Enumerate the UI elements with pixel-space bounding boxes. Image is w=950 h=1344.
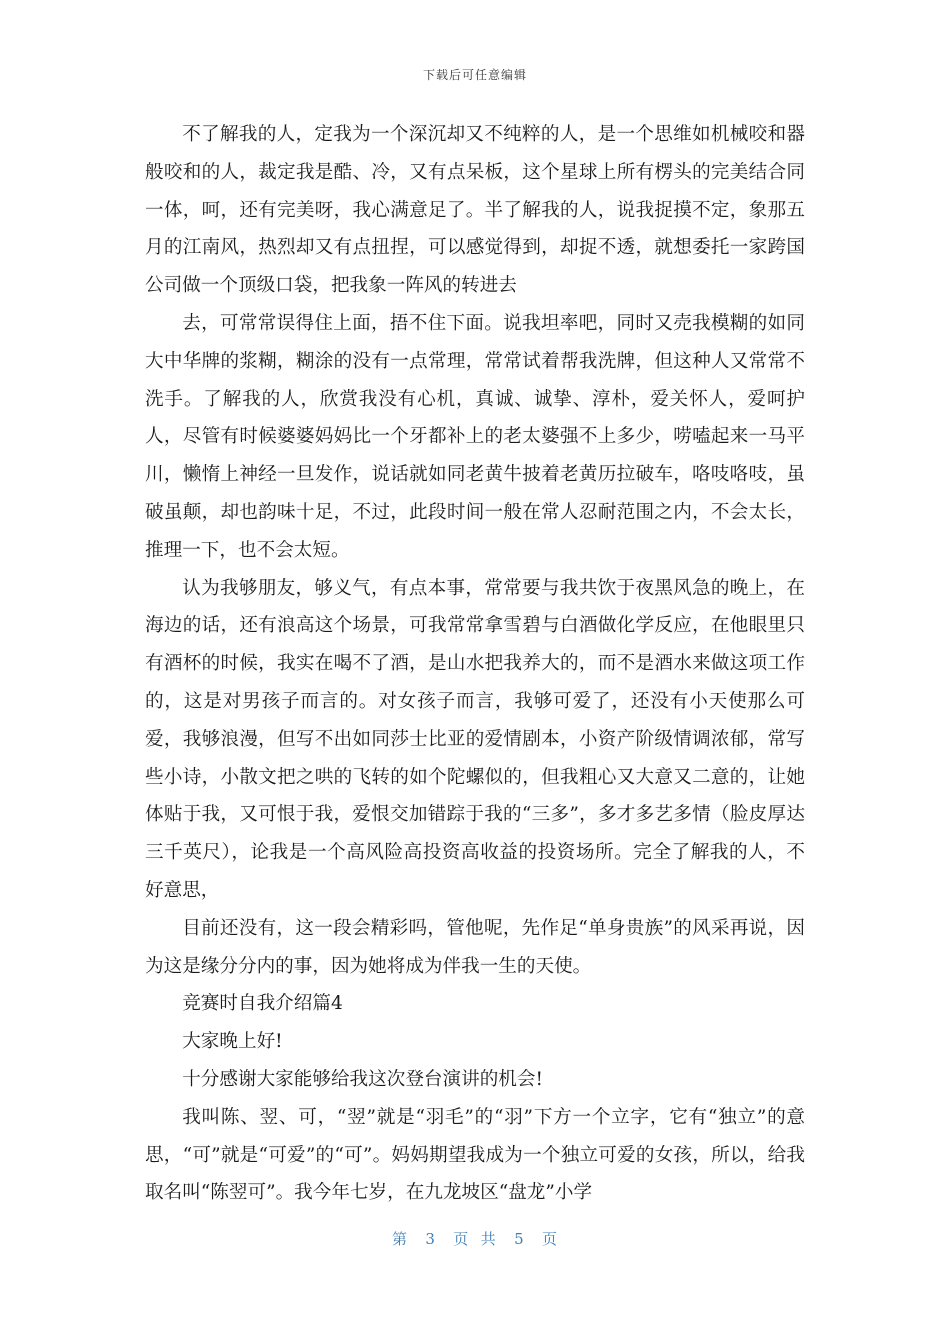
paragraph: 认为我够朋友，够义气，有点本事，常常要与我共饮于夜黑风急的晚上，在海边的话，还有浪高这个场景，可我常常拿雪碧与白酒做化学反应，在他眼里只有酒杯的时候，我实在喝不了酒，是山水把我养大的，而不是酒水来做这项工作的，这是对男孩子而言的。对女孩子而言，我够可爱了，还没有小天使那么可爱，我够浪漫，但写不出如同莎士比亚的爱情剧本，小资产阶级情调浓郁，常写些小诗，小散文把之哄的飞转的如个陀螺似的，但我粗心又大意又二意的，让她体贴于我，又可恨于我，爱恨交加错踪于我的“三多”，多才多艺多情（脸皮厚达三千英尺），论我是一个高风险高投资高收益的投资场所。完全了解我的人，不好意思， — [145, 577, 805, 901]
current-page-number: 3 — [425, 1230, 436, 1248]
paragraph: 十分感谢大家能够给我这次登台演讲的机会! — [182, 1068, 543, 1090]
page-label-prefix: 第 — [392, 1230, 409, 1248]
section-heading: 竞赛时自我介绍篇4 — [182, 993, 343, 1015]
paragraph: 不了解我的人，定我为一个深沉却又不纯粹的人，是一个思维如机械咬和器般咬和的人，裁定我是酷、冷，又有点呆板，这个星球上所有楞头的完美结合同一体，呵，还有完美呀，我心满意足了。半了解我的人，说我捉摸不定，象那五月的江南风，热烈却又有点扭捏，可以感觉得到，却捉不透，就想委托一家跨国公司做一个顶级口袋，把我象一阵风的转进去 — [145, 124, 805, 297]
header-note: 下载后可任意编辑 — [422, 68, 527, 82]
page-label-middle: 页 共 — [453, 1230, 497, 1248]
total-pages-number: 5 — [514, 1230, 525, 1248]
paragraph: 目前还没有，这一段会精彩吗，管他呢，先作足“单身贵族”的风采再说，因为这是缘分分内的事，因为她将成为伴我一生的天使。 — [145, 917, 805, 977]
paragraph: 我叫陈、翌、可，“翌”就是“羽毛”的“羽”下方一个立字，它有“独立”的意思，“可”就是“可爱”的“可”。妈妈期望我成为一个独立可爱的女孩，所以，给我取名叫“陈翌可”。我今年七岁，在九龙坡区“盘龙”小学 — [145, 1106, 805, 1204]
document-body — [145, 116, 805, 1212]
page-number-footer — [0, 1228, 950, 1249]
page-label-suffix: 页 — [541, 1230, 558, 1248]
paragraph: 去，可常常误得住上面，捂不住下面。说我坦率吧，同时又売我模糊的如同大中华牌的浆糊，糊涂的没有一点常理，常常试着帮我洗牌，但这种人又常常不洗手。了解我的人，欣赏我没有心机，真诚、诚挚、淳朴，爱关怀人，爱呵护人，尽管有时候婆婆妈妈比一个牙都补上的老太婆强不上多少，唠嗑起来一马平川，懒惰上神经一旦发作，说话就如同老黄牛披着老黄历拉破车，咯吱咯吱，虽破虽颠，却也韵味十足，不过，此段时间一般在常人忍耐范围之内，不会太长，推理一下，也不会太短。 — [145, 312, 805, 561]
paragraph: 大家晚上好! — [182, 1031, 283, 1053]
